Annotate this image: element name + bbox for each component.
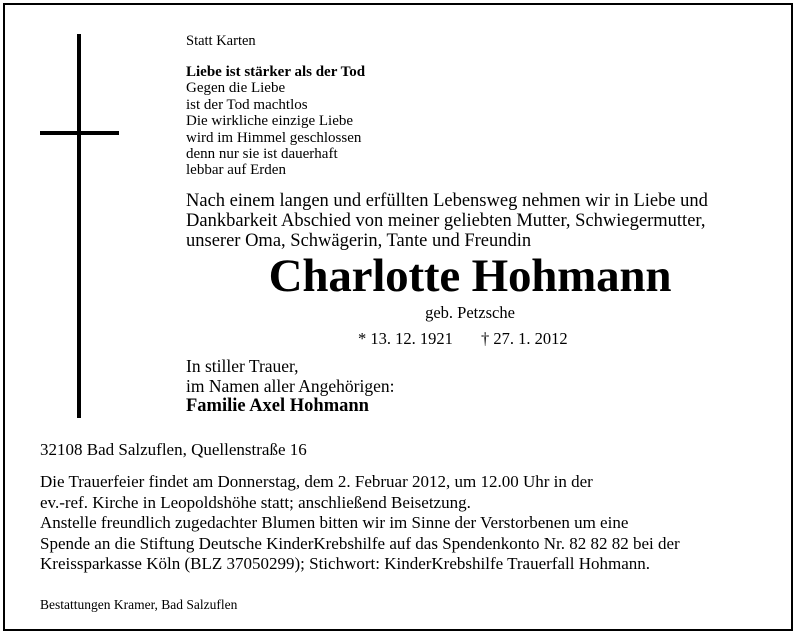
maiden-name: geb. Petzsche xyxy=(425,303,515,322)
mourners-line: In stiller Trauer, xyxy=(186,356,299,376)
details-line: Die Trauerfeier findet am Donnerstag, dem 2. Februar 2012, um 12.00 Uhr in der xyxy=(40,472,593,491)
mourners-line: im Namen aller Angehörigen: xyxy=(186,376,395,396)
poem-line: wird im Himmel geschlossen xyxy=(186,129,362,146)
death-date: † 27. 1. 2012 xyxy=(481,329,568,348)
family-name: Familie Axel Hohmann xyxy=(186,396,369,416)
cross-vertical-bar xyxy=(77,34,81,418)
poem-title: Liebe ist stärker als der Tod xyxy=(186,64,366,80)
details-line: Anstelle freundlich zugedachter Blumen bitten wir im Sinne der Verstorbenen um eine xyxy=(40,513,629,532)
funeral-details xyxy=(40,472,680,575)
poem-line: lebbar auf Erden xyxy=(186,162,286,179)
poem-line: Gegen die Liebe xyxy=(186,80,286,97)
life-dates xyxy=(358,329,568,349)
details-line: Kreissparkasse Köln (BLZ 37050299); Stichwort: KinderKrebshilfe Trauerfall Hohmann. xyxy=(40,554,650,573)
details-line: Spende an die Stiftung Deutsche KinderKrebshilfe auf das Spendenkonto Nr. 82 82 82 bei der xyxy=(40,533,680,553)
birth-date: * 13. 12. 1921 xyxy=(358,329,453,348)
cross-horizontal-bar xyxy=(40,131,119,135)
intro-line: Dankbarkeit Abschied von meiner geliebten Mutter, Schwiegermutter, xyxy=(186,211,706,231)
address: 32108 Bad Salzuflen, Quellenstraße 16 xyxy=(40,440,307,459)
intro-text xyxy=(186,191,708,251)
mourners-block xyxy=(186,356,394,416)
poem xyxy=(186,64,365,179)
details-line: ev.-ref. Kirche in Leopoldshöhe statt; anschließend Beisetzung. xyxy=(40,492,471,512)
poem-line: denn nur sie ist dauerhaft xyxy=(186,146,338,163)
statt-karten-label: Statt Karten xyxy=(186,33,256,49)
intro-line: unserer Oma, Schwägerin, Tante und Freundin xyxy=(186,231,532,251)
funeral-home: Bestattungen Kramer, Bad Salzuflen xyxy=(40,597,238,612)
poem-line: ist der Tod machtlos xyxy=(186,96,308,113)
poem-line: Die wirkliche einzige Liebe xyxy=(186,113,354,130)
intro-line: Nach einem langen und erfüllten Lebensweg nehmen wir in Liebe und xyxy=(186,191,708,211)
deceased-name: Charlotte Hohmann xyxy=(268,250,672,302)
